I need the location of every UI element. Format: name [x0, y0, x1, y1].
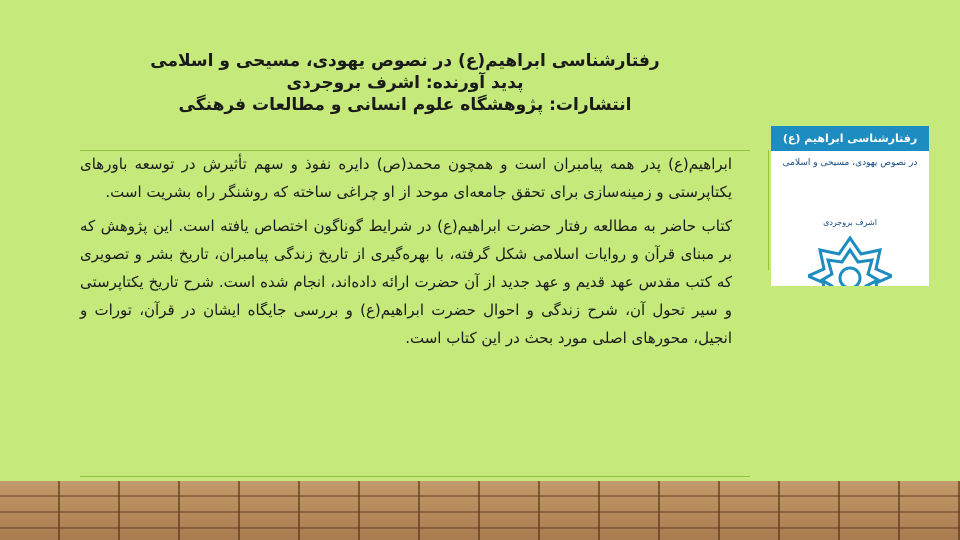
cover-subtitle: در نصوص یهودی، مسیحی و اسلامی	[782, 158, 918, 168]
cover-title: رفتارشناسی ابراهیم (ع)	[771, 126, 929, 151]
paragraph-intro: ابراهیم(ع) پدر همه پیامبران است و همچون محمد(ص) دایره نفوذ و سهم تأثیرش در توسعه باورهای یکتاپرستی و زمینه‌سازی برای تحقق جامعه‌ای موحد از او چراغی ساخته که روشنگر راه بشریت است.	[80, 155, 732, 201]
title-line-author: پدید آورنده: اشرف بروجردی	[286, 73, 524, 93]
title-line-publisher: انتشارات: پژوهشگاه علوم انسانی و مطالعات فرهنگی	[178, 95, 632, 115]
slide-title	[150, 50, 660, 116]
body-text	[80, 150, 732, 358]
paragraph-summary: کتاب حاضر به مطالعه رفتار حضرت ابراهیم(ع) در شرایط گوناگون اختصاص یافته است. این پژوهش که بر مبنای قرآن و روایات اسلامی شکل گرفته، با بهره‌گیری از تاریخ زندگی پیامبران، تاریخ بشر و تصویری که کتب مقدس عهد قدیم و عهد جدید از آن حضرت ارائه داده‌اند، انجام شده است. شرح تاریخ یکتاپرستی و سیر تحول آن، شرح زندگی و احوال حضرت ابراهیم(ع) و بررسی جایگاه ایشان در قرآن، تورات و انجیل، محورهای اصلی مورد بحث در این کتاب است.	[80, 217, 732, 347]
cover-rosette-icon	[808, 234, 892, 286]
divider-bottom	[80, 476, 750, 477]
title-line-book: رفتارشناسی ابراهیم(ع) در نصوص یهودی، مسیحی و اسلامی	[150, 51, 660, 71]
cover-author: اشرف بروجردی	[823, 218, 877, 227]
wooden-floor	[0, 481, 960, 540]
divider-vertical	[768, 150, 769, 270]
book-cover-image	[771, 126, 929, 286]
